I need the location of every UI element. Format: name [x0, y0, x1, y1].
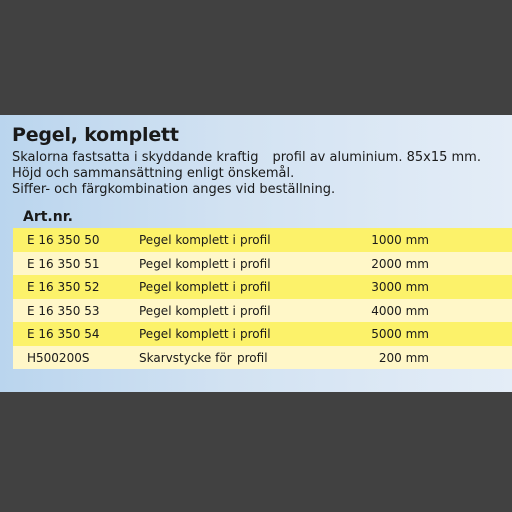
article-number: E 16 350 54: [27, 327, 100, 341]
table-row: [13, 252, 512, 276]
row-profile: profil: [240, 233, 271, 247]
description-line-1: [12, 150, 481, 165]
row-length: 5000 mm: [371, 327, 429, 341]
article-number: H500200S: [27, 350, 90, 365]
article-number: E 16 350 51: [27, 256, 100, 271]
row-profile: profil: [237, 350, 268, 365]
description-text: Skalorna fastsatta i skyddande kraftig: [12, 150, 259, 165]
table-row: [13, 228, 512, 252]
row-length: 4000 mm: [371, 303, 429, 318]
row-profile: profil: [240, 327, 271, 341]
row-description: Skarvstycke för: [139, 350, 232, 365]
product-table: [13, 228, 512, 369]
row-profile: profil: [240, 256, 271, 271]
table-row: [13, 299, 512, 323]
row-length: 3000 mm: [371, 280, 429, 294]
description-text: profil av aluminium. 85x15 mm.: [272, 150, 481, 165]
row-length: 2000 mm: [371, 256, 429, 271]
article-number: E 16 350 50: [27, 233, 100, 247]
description-line-3: Siffer- och färgkombination anges vid beställning.: [12, 182, 336, 197]
table-row: [13, 275, 512, 299]
row-description: Pegel komplett i: [139, 256, 236, 271]
table-row: [13, 322, 512, 346]
page-title: Pegel, komplett: [12, 124, 179, 146]
row-length: 200 mm: [378, 350, 429, 365]
row-profile: profil: [240, 280, 271, 294]
row-description: Pegel komplett i: [139, 327, 236, 341]
row-description: Pegel komplett i: [139, 233, 236, 247]
row-description: Pegel komplett i: [139, 303, 236, 318]
row-description: Pegel komplett i: [139, 280, 236, 294]
row-profile: profil: [240, 303, 271, 318]
article-number: E 16 350 52: [27, 280, 100, 294]
article-number: E 16 350 53: [27, 303, 100, 318]
table-row: [13, 346, 512, 370]
description-line-2: Höjd och sammansättning enligt önskemål.: [12, 166, 295, 181]
table-header: Art.nr.: [23, 209, 73, 225]
row-length: 1000 mm: [371, 233, 429, 247]
